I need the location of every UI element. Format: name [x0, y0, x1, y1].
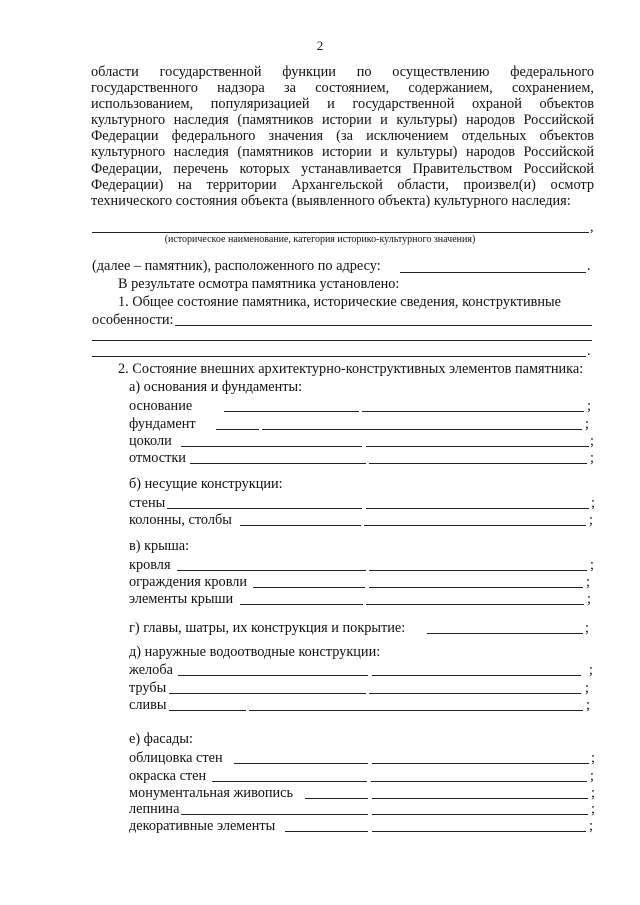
row-end: ; [591, 801, 595, 817]
row-label: окраска стен [129, 768, 207, 784]
state-field[interactable] [224, 411, 359, 412]
form-row [129, 750, 595, 766]
form-row [129, 512, 595, 528]
note-field[interactable] [369, 693, 581, 694]
form-row [129, 818, 595, 834]
state-field[interactable] [216, 429, 259, 430]
object-name-line-end: , [590, 219, 594, 235]
row-label: колонны, столбы [129, 512, 232, 528]
note-field[interactable] [371, 781, 587, 782]
item1-line2: особенности: [92, 312, 174, 328]
note-field[interactable] [249, 710, 583, 711]
state-field[interactable] [190, 463, 366, 464]
state-field[interactable] [234, 763, 368, 764]
row-end: ; [590, 768, 594, 784]
note-field[interactable] [364, 525, 586, 526]
state-field[interactable] [285, 831, 368, 832]
note-field[interactable] [362, 411, 584, 412]
form-row [129, 450, 595, 466]
row-label: ограждения кровли [129, 574, 248, 590]
section-b-title: б) несущие конструкции: [129, 476, 283, 492]
form-row [129, 768, 595, 784]
result-heading: В результате осмотра памятника установлено: [118, 276, 400, 292]
note-field[interactable] [366, 508, 589, 509]
form-row [129, 398, 595, 414]
object-name-line[interactable] [92, 232, 589, 233]
form-row [129, 574, 595, 590]
state-field[interactable] [181, 446, 362, 447]
row-label: сливы [129, 697, 167, 713]
item2-heading: 2. Состояние внешних архитектурно-конструктивных элементов памятника: [118, 361, 584, 377]
state-field[interactable] [178, 675, 368, 676]
row-label: отмостки [129, 450, 186, 466]
row-label: цоколи [129, 433, 172, 449]
row-label: элементы крыши [129, 591, 234, 607]
form-row [129, 557, 595, 573]
form-row [129, 591, 595, 607]
item1-field-1[interactable] [175, 325, 592, 326]
row-end: ; [585, 416, 589, 432]
row-end: ; [589, 662, 593, 678]
address-field[interactable] [400, 272, 586, 273]
row-end: ; [591, 750, 595, 766]
item1-field-3[interactable] [92, 356, 586, 357]
note-field[interactable] [372, 814, 588, 815]
note-field[interactable] [366, 446, 589, 447]
note-field[interactable] [372, 831, 586, 832]
row-label: основание [129, 398, 193, 414]
note-field[interactable] [262, 429, 582, 430]
state-field[interactable] [177, 570, 366, 571]
row-label: декоративные элементы [129, 818, 276, 834]
row-end: ; [585, 680, 589, 696]
row-end: ; [587, 591, 591, 607]
section-e-title: д) наружные водоотводные конструкции: [129, 644, 381, 660]
row-label: кровля [129, 557, 171, 573]
row-end: ; [591, 495, 595, 511]
row-end: ; [590, 450, 594, 466]
row-end: ; [590, 557, 594, 573]
page-number: 2 [316, 38, 324, 53]
form-row [129, 801, 595, 817]
note-field[interactable] [372, 763, 589, 764]
state-field[interactable] [212, 781, 367, 782]
note-field[interactable] [372, 798, 588, 799]
state-field[interactable] [305, 798, 368, 799]
state-field[interactable] [169, 710, 246, 711]
row-label: фундамент [129, 416, 196, 432]
row-end: ; [587, 398, 591, 414]
state-field[interactable] [169, 693, 366, 694]
form-row [129, 662, 595, 678]
state-field[interactable] [240, 604, 363, 605]
object-name-caption: (историческое наименование, категория историко-культурного значения) [164, 234, 476, 245]
form-row [129, 697, 595, 713]
section-d-title: г) главы, шатры, их конструкция и покрытие: [129, 620, 406, 636]
row-label: монументальная живопись [129, 785, 294, 801]
state-field[interactable] [240, 525, 361, 526]
row-end: ; [589, 512, 593, 528]
row-end: ; [590, 433, 594, 449]
item1-line1: 1. Общее состояние памятника, исторические сведения, конструктивные [118, 294, 561, 310]
address-label: (далее – памятник), расположенного по адресу: [92, 258, 381, 274]
form-row [129, 620, 595, 636]
form-row [129, 785, 595, 801]
row-label: желоба [129, 662, 173, 678]
item1-field-2[interactable] [92, 340, 592, 341]
section-a-title: а) основания и фундаменты: [129, 379, 303, 395]
form-row [129, 416, 595, 432]
form-row [129, 433, 595, 449]
row-end: ; [586, 574, 590, 590]
state-field[interactable] [253, 587, 365, 588]
address-end: . [587, 258, 591, 274]
row-end: ; [586, 697, 590, 713]
row-label: облицовка стен [129, 750, 223, 766]
row-end: ; [585, 620, 589, 636]
intro-paragraph: области государственной функции по осуществлению федерального государственного надзора за состоянием, содержанием, сохранением, использованием, популяризацией и государственной охраной объектов культурного наследия (памятников истории и культуры) народов Российской Федерации федерального значения (за исключением отдельных объектов культурного наследия (памятников истории и культуры) народов Российской Федерации, перечень которых устанавливается Правительством Российской Федерации) на территории Архангельской области, произвел(и) осмотр технического состояния объекта (выявленного объекта) культурного наследия: [91, 64, 594, 209]
section-f-title: е) фасады: [129, 731, 194, 747]
state-field[interactable] [181, 814, 368, 815]
form-row [129, 495, 595, 511]
row-label: трубы [129, 680, 167, 696]
state-field[interactable] [167, 508, 362, 509]
note-field[interactable] [369, 463, 587, 464]
row-end: ; [589, 818, 593, 834]
note-field[interactable] [372, 675, 581, 676]
row-label: стены [129, 495, 166, 511]
row-end: ; [591, 785, 595, 801]
section-c-title: в) крыша: [129, 538, 190, 554]
domes-field[interactable] [427, 633, 583, 634]
note-field[interactable] [366, 604, 584, 605]
row-label: лепнина [129, 801, 180, 817]
note-field[interactable] [369, 570, 587, 571]
note-field[interactable] [369, 587, 583, 588]
item1-end: . [587, 343, 591, 359]
form-row [129, 680, 595, 696]
